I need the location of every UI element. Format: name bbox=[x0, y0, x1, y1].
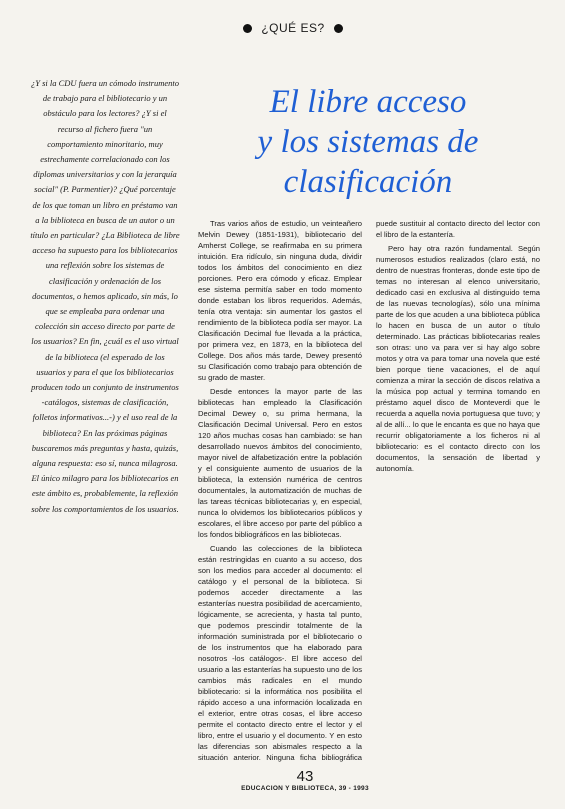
pull-quote-text: ¿Y si la CDU fuera un cómodo instrumento de trabajo para el bibliotecario y un obstáculo para los lectores? ¿Y si el recurso al fichero fuera "un comportamiento minoritario, muy estrechamente correlacionado con los diplomas universitarios y con la jerarquía social" (P. Parmentier)? ¿Qué porcentaje de los que toman un libro en préstamo van a la biblioteca en busca de un autor o un título en particular? ¿La Biblioteca de libre acceso ha supuesto para los bibliotecarios una reflexión sobre los sistemas de clasificación y ordenación de los documentos, o hemos aplicado, sin más, lo que se empleaba para ordenar una colección sin acceso directo por parte de los usuarios? En fin, ¿cuál es el uso virtual de la biblioteca (el esperado de los usuarios y para el que los bibliotecarios producen todo un conjunto de instrumentos -catálogos, sistemas de clasificación, folletos informativos...-) y el uso real de la biblioteca? En las próximas páginas buscaremos más preguntas y hasta, quizás, alguna respuesta: eso sí, nunca milagrosa. El único milagro para los bibliotecarios en este ámbito es, probablemente, la reflexión sobre los comportamientos de los usuarios. bbox=[30, 78, 180, 514]
article-paragraph: Pero hay otra razón fundamental. Según numerosos estudios realizados (claro está, no dentro de nuestras fronteras, donde este tipo de temas no interesan al elenco universitario, dedicado casi en exclusiva al distinguido tema de las nuevas tecnologías), sólo una mínima parte de los que acuden a una biblioteca pública lo hacen en busca de un autor o título determinado. Las prácticas bibliotecarias reales son otras: uno va para ver si hay algo sobre motos y otra va para tomar una novela que esté bien porque tiene vacaciones, el de aquí comienza a mirar la sección de discos relativa a la música pop actual y termina tomando en préstamo aquel disco de Monteverdi que le recuerda a aquella novia portuguesa que tuvo; y al de allí... lo que le encanta es que no haya que recurrir obligatoriamente a los ficheros ni al bibliotecario: es el contacto directo con los documentos, la sensación de libertad y autonomía. bbox=[376, 244, 540, 473]
article-body bbox=[198, 218, 540, 771]
title-line-2: y los sistemas de bbox=[257, 124, 479, 160]
section-tag bbox=[218, 18, 368, 38]
pull-quote bbox=[30, 76, 180, 766]
article-paragraph: Desde entonces la mayor parte de las bibliotecas han empleado la Clasificación Decimal Dewey o, su prima hermana, la Clasificación Decimal Universal. Pero en estos 120 años muchas cosas han cambiado: se han desarrollado nuevos ámbitos del conocimiento, mayor nivel de alfabetización entre la población y el consiguiente aumento de usuarios de la biblioteca, la extensión numérica de centros documentales, la automatización de muchas de las tareas técnicas bibliotecarias y, en especial, nunca lo olvidemos los bibliotecarios públicos y escolares, el libre acceso por parte del público a los fondos bibliográficos en las bibliotecas. bbox=[198, 387, 362, 539]
title-line-3: clasificación bbox=[283, 164, 453, 200]
page-number: 43 bbox=[296, 768, 314, 785]
section-tag-label: ¿QUÉ ES? bbox=[261, 21, 325, 35]
article-title bbox=[198, 82, 538, 202]
page-footer bbox=[180, 768, 430, 792]
journal-reference: EDUCACION Y BIBLIOTECA, 39 - 1993 bbox=[241, 785, 369, 792]
title-line-1: El libre acceso bbox=[269, 84, 467, 120]
bullet-dot-left bbox=[243, 24, 252, 33]
article-paragraph: Tras varios años de estudio, un veinteañero Melvin Dewey (1851-1931), bibliotecario del Amherst College, se reafirmaba en su primera intuición. Era ridículo, sin ninguna duda, dividir todos los ámbitos del conocimiento en diez porciones. Pero era cómodo y eficaz. Emplear ese sistema permitía saber en todo momento donde estaban los libros requeridos. Además, tenía otra ventaja: sin aumentar los gastos el rendimiento de la biblioteca podía ser mayor. La Clasificación Decimal fue llevada a la práctica, por primera vez, en 1873, en la biblioteca del College. Dos años más tarde, Dewey presentó su Clasificación como trabajo para obtención de su grado de master. bbox=[198, 219, 362, 382]
bullet-dot-right bbox=[334, 24, 343, 33]
article-paragraph: Cuando las colecciones de la biblioteca están restringidas en cuanto a su acceso, dos son los medios para acceder al documento: el catálogo y el personal de la biblioteca. Si podemos acceder directamente a las estanterías nuestra posibilidad de acercamiento, lógicamente, se acrecienta, y hasta tal punto, que podemos prescindir totalmente de la información suministrada por el bibliotecario o de los instrumentos que ha elaborado para nosotros -los catálogos-. El libre acceso del usuario a las estanterías ha supuesto uno de los cambios más radicales en el mundo bibliotecario: si la informática nos posibilita el rápido acceso a una información localizada en el exterior, entre otras cosas, el libre acceso permite el contacto directo entre el lector y el libro, entre el usuario y el documento. Y en esto las diferencias son abismales respecto a la situación anterior. Ninguna ficha bibliográfica puede sustituir al contacto directo del lector con el libro de la estantería. bbox=[198, 219, 540, 762]
